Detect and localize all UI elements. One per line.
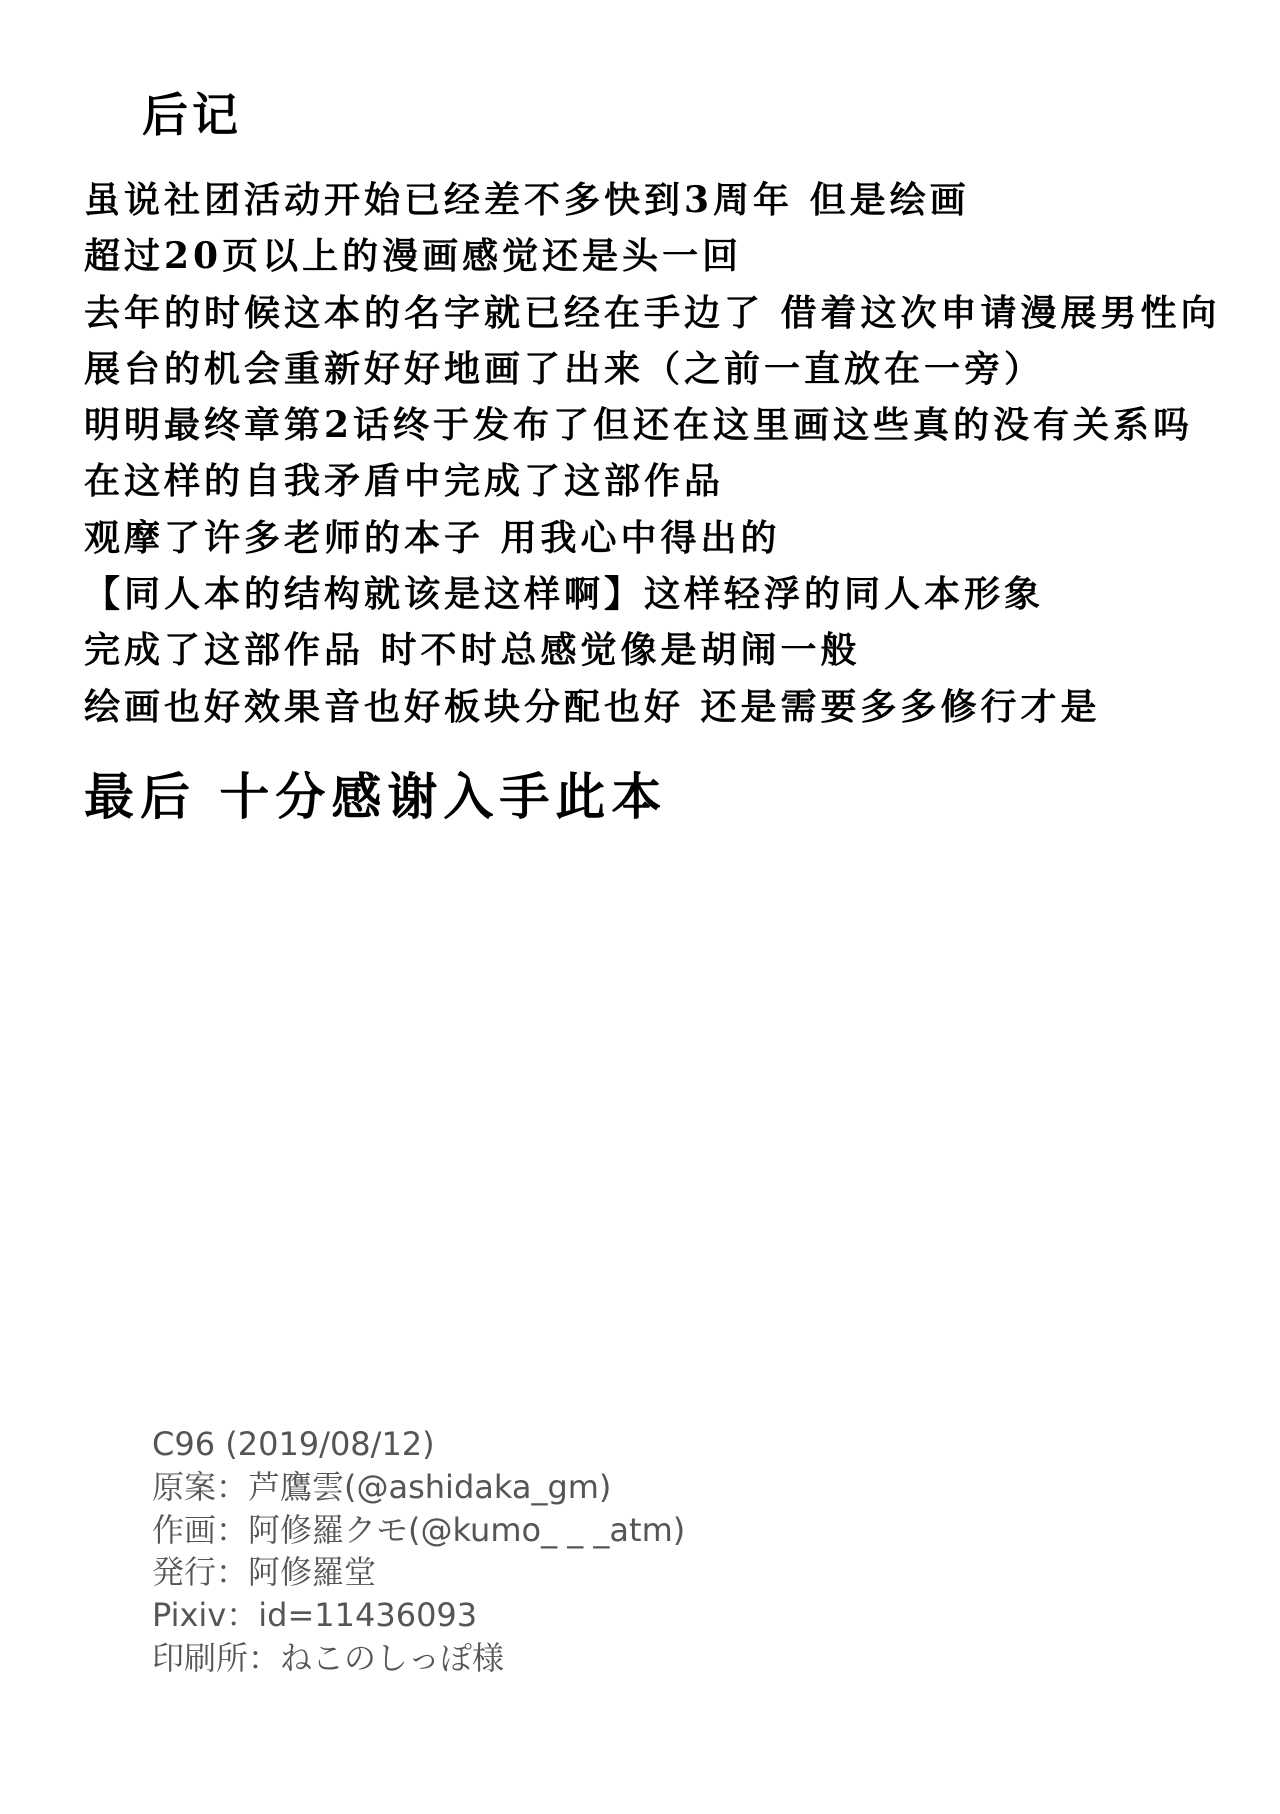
colophon-original-author: 原案：芦鷹雲(@ashidaka_gm) <box>152 1467 612 1506</box>
afterword-line: 去年的时候这本的名字就已经在手边了 借着这次申请漫展男性向 <box>84 291 1221 334</box>
colophon-publisher: 発行：阿修羅堂 <box>152 1553 377 1592</box>
afterword-line: 虽说社团活动开始已经差不多快到3周年 但是绘画 <box>84 179 970 221</box>
colophon-printer: 印刷所：ねこのしっぽ様 <box>152 1638 505 1677</box>
colophon-artist: 作画：阿修羅クモ(@kumo_ _ _atm) <box>152 1510 686 1549</box>
closing-thanks: 最后 十分感谢入手此本 <box>84 767 668 826</box>
colophon-pixiv: Pixiv：id=11436093 <box>152 1596 478 1635</box>
afterword-line: 完成了这部作品 时不时总感觉像是胡闹一般 <box>84 629 861 672</box>
afterword-line: 展台的机会重新好好地画了出来（之前一直放在一旁） <box>84 347 1045 390</box>
afterword-line: 明明最终章第2话终于发布了但还在这里画这些真的没有关系吗 <box>84 404 1194 447</box>
afterword-line: 【同人本的结构就该是这样啊】这样轻浮的同人本形象 <box>84 573 1045 616</box>
afterword-heading: 后记 <box>142 88 242 142</box>
afterword-line: 观摩了许多老师的本子 用我心中得出的 <box>84 516 781 559</box>
colophon <box>152 1425 686 1685</box>
afterword-body <box>84 179 1244 745</box>
afterword-line: 在这样的自我矛盾中完成了这部作品 <box>84 460 725 503</box>
afterword-line: 绘画也好效果音也好板块分配也好 还是需要多多修行才是 <box>84 685 1101 728</box>
colophon-event: C96 (2019/08/12) <box>152 1425 435 1463</box>
afterword-line: 超过20页以上的漫画感觉还是头一回 <box>84 235 743 278</box>
